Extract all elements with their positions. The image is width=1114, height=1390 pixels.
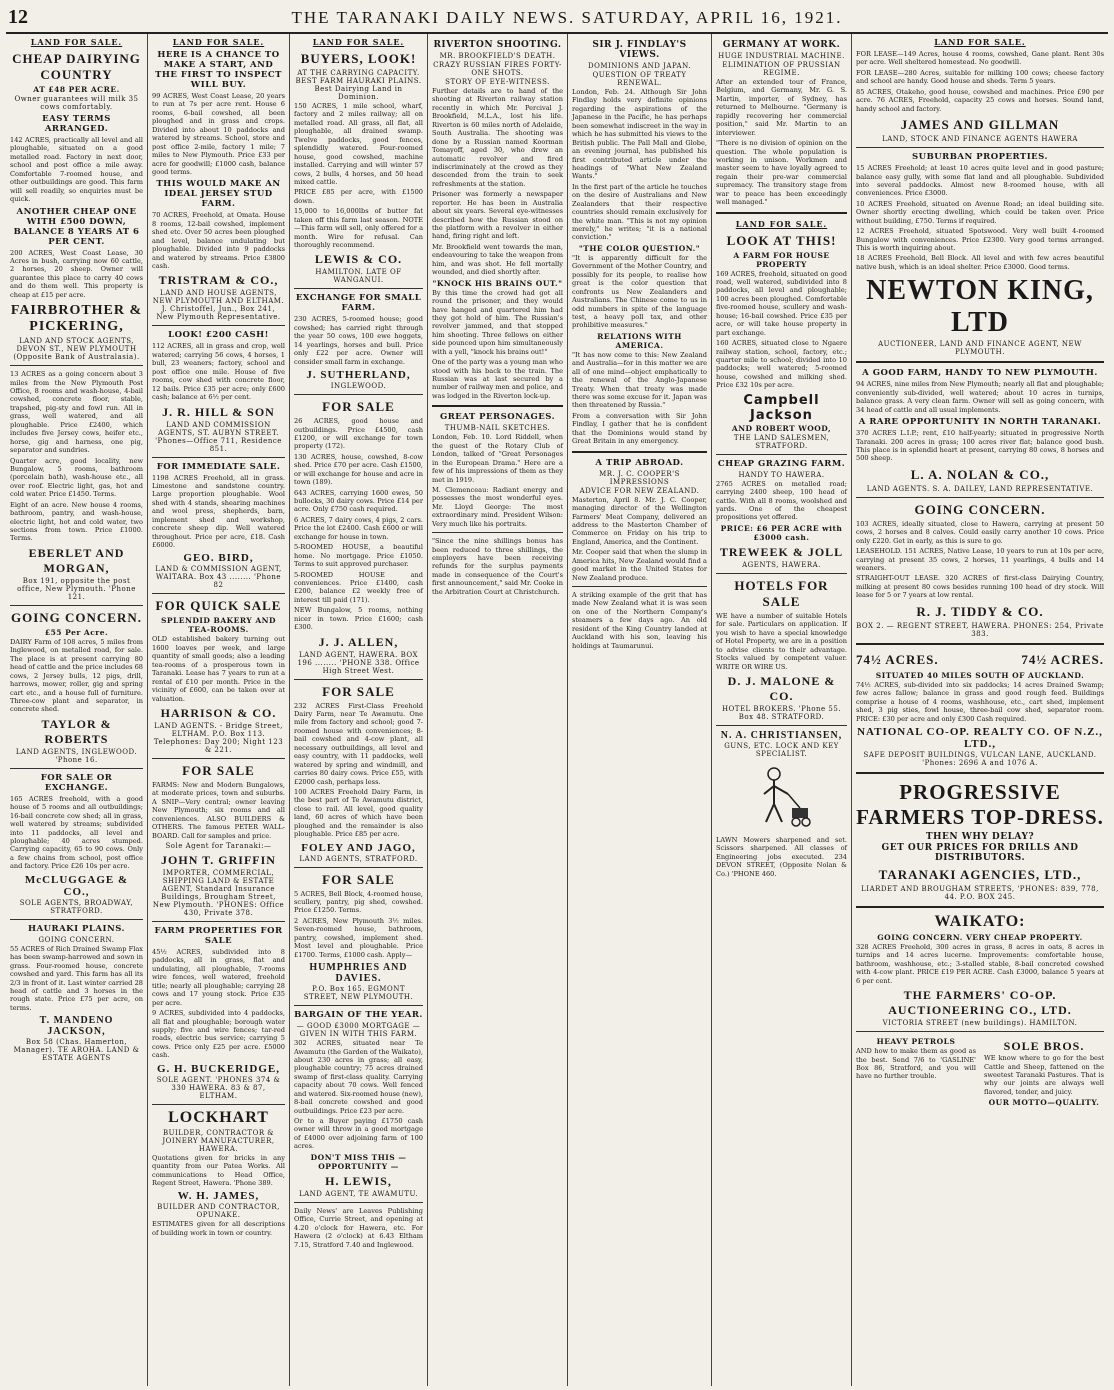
article-headline: GREAT PERSONAGES.: [439, 412, 556, 423]
listing: 150 ACRES, 1 mile school, wharf, factory and 2 miles railway; all on metalled road. All grass, all flat, all ploughable, all drained swamp. Twelve paddocks, good fences, splendidly watered. Four-roomed house, good cowshed, machine installed. Carrying and will winter 57 cows, 2 bulls, 4 horses, and 50 head mixed cattle.: [294, 102, 423, 186]
article-subheading: MR. BROOKFIELD'S DEATH.: [439, 52, 556, 60]
agent-name: HARRISON & CO.: [160, 705, 277, 720]
article-paragraph: M. Clemenceau: Radiant energy and possesses the most wonderful eyes. Mr. Lloyd George: The most extraordinary mind. President Wilson: Very much like his portraits.: [432, 485, 563, 528]
listing: OLD established bakery turning out 1600 loaves per week, and large quantity of small goods; also a leading tea-rooms of a prosperous town in Taranaki. Lease has 7 years to run at a rental of £10 per month. Price in the vicinity of £600, can be taken over at valuation.: [152, 635, 285, 703]
agent-address: LAND & COMMISSION AGENT, WAITARA. Box 43 ........ 'Phone 82: [155, 565, 282, 590]
agent-address: LAND AGENTS, INGLEWOOD. 'Phone 16.: [15, 747, 138, 764]
agent-name: J. SUTHERLAND,: [306, 369, 411, 382]
listing: 643 ACRES, carrying 1600 ewes, 50 bullocks, 30 dairy cows. Price £14 per acre. Only £750 cash required.: [294, 488, 423, 514]
divider: [856, 497, 1104, 498]
article-paragraph: Mr. Brookfield went towards the man, endeavouring to take the weapon from him, and was shot. He fell mortally wounded, and died shortly after.: [432, 242, 563, 277]
article-subheading: MR. J. C. COOPER'S IMPRESSIONS: [599, 469, 680, 486]
ad-subheading: GET OUR PRICES FOR DRILLS AND DISTRIBUTORS.: [881, 842, 1079, 863]
listing: 99 ACRES, West Coast Lease, 20 years to run at 7s per acre rent. House 6 rooms, 6-bail cowshed, all been ploughed and in grass and crops. Divided into about 10 paddocks and watered by streams. School, store and post office 2-mile, factory 1 mile; 7 miles to New Plymouth. Price £33 per acre for goodwill; £1000 cash, balance good terms.: [152, 92, 285, 176]
divider: [856, 772, 1104, 774]
agent-name: TAYLOR & ROBERTS: [41, 716, 112, 746]
agent-address: LAND AND HOUSE AGENTS, NEW PLYMOUTH AND ELTHAM. J. Christoffel, Jun., Box 241, New Plymouth Representative.: [152, 289, 285, 322]
divider: [294, 288, 423, 289]
column-6: [712, 34, 852, 1386]
ad-heading: FOR SALE: [322, 683, 395, 699]
article-paragraph: By this time the crowd had got all round the prisoner, and they would have hanged and quartered him had they got hold of him. The Russian's revolver jammed, and that stopped him shooting. Three fellows on either side pounced upon him simultaneously with a yell, "knock his brains out!": [432, 288, 563, 356]
article-subheading: DOMINIONS AND JAPAN.: [588, 62, 691, 70]
ad-subheading: GOING CONCERN.: [38, 935, 115, 944]
ad-subheading: AT £48 PER ACRE.: [33, 85, 120, 94]
divider: [856, 643, 1104, 645]
agent-name: HUMPHRIES AND DAVIES.: [309, 962, 408, 985]
divider: [294, 394, 423, 395]
listing: 18 ACRES Freehold, Bell Block. All level and with few acres beautiful native bush, which is an ideal shelter. Price £3000. Good terms.: [856, 254, 1104, 271]
agent-name: J. R. HILL & SON: [162, 404, 275, 419]
agent-address: BOX 2. — REGENT STREET, HAWERA. PHONES: 254, Private 383.: [856, 621, 1104, 638]
firm-description: GUNS, ETC. LOCK AND KEY SPECIALIST.: [724, 741, 839, 758]
ad-subheading: FOR IMMEDIATE SALE.: [156, 461, 281, 472]
agent-address: P.O. Box 165. EGMONT STREET, NEW PLYMOUTH.: [303, 985, 414, 1002]
agent-name: JOHN T. GRIFFIN: [161, 853, 276, 867]
article-subheading: "THE COLOR QUESTION.": [578, 243, 701, 253]
listing: 94 ACRES, nine miles from New Plymouth; nearly all flat and ploughable; conveniently sub-divided, well watered; about 10 acres in turnips, balance grass. A very clean farm. Owner will sell as going concern, with 34 head of cattle and all usual implements.: [856, 380, 1104, 414]
article-paragraph: After an extended tour of France, Belgium, and Germany, Mr. G. S. Martin, importer, of Sydney, has returned to Melbourne. "Germany is rapidly recovering her commercial position," said Mr. Martin to an interviewer.: [716, 78, 847, 137]
listing: Or to a Buyer paying £1750 cash owner will throw in a good mortgage of £4000 over adjoining farm of 100 acres.: [294, 1117, 423, 1151]
firm-address: HOTEL BROKERS. 'Phone 55. Box 48. STRATFORD.: [721, 704, 842, 721]
agent-address: LAND AND COMMISSION AGENTS, ST. AUBYN STREET. 'Phones—Office 711, Residence 851.: [155, 420, 282, 453]
agent-address: IMPORTER, COMMERCIAL, SHIPPING LAND & ESTATE AGENT, Standard Insurance Buildings, Brougham Street, New Plymouth. 'PHONES: Office 430, Private 378.: [152, 869, 285, 917]
divider: [432, 405, 563, 407]
agent-address: Box 58 (Chas. Hamerton, Manager). TE AROHA. LAND & ESTATE AGENTS: [13, 1038, 140, 1063]
firm-name: TARANAKI AGENCIES, LTD.,: [878, 866, 1082, 882]
article-paragraph: Masterton, April 8. Mr. J. C. Cooper, managing director of the Wellington Farmers' Meat Company, delivered an address to the Masterton Chamber of Commerce on Friday on his trip to England, America, and the Continent.: [572, 495, 707, 546]
listing: FOR LEASE—149 Acres, house 4 rooms, cowshed, Gane plant. Rent 30s per acre. Well sheltered homestead. No goodwill.: [856, 50, 1104, 67]
ad-heading: BUYERS, LOOK!: [300, 51, 417, 66]
column-1: [6, 34, 148, 1386]
agent-address: LAND AGENT, TE AWAMUTU.: [298, 1189, 419, 1198]
listing: 5-ROOMED HOUSE, a beautiful home. No mortgage. Price £1050. Terms to suit approved purchaser.: [294, 543, 423, 569]
firm-name: THE FARMERS' CO-OP. AUCTIONEERING CO., LTD.: [888, 988, 1072, 1018]
acre-heading-row: [856, 650, 1104, 670]
ad-subheading: LOOK! £200 CASH!: [168, 330, 269, 341]
agent-address: LAND, STOCK AND FINANCE AGENTS HAWERA: [882, 135, 1078, 144]
ad-heading: GOING CONCERN.: [10, 609, 142, 625]
agent-address: INGLEWOOD.: [330, 382, 387, 391]
article-subheading: CRAZY RUSSIAN FIRES FORTY-ONE SHOTS.: [433, 61, 562, 77]
ad-subheading: HAURAKI PLAINS.: [27, 923, 126, 934]
agent-address: LAND AND STOCK AGENTS, DEVON ST., NEW PLYMOUTH (Opposite Bank of Australasia).: [13, 337, 140, 362]
divider: [10, 365, 143, 366]
listing: 2 ACRES, New Plymouth 3½ miles. Seven-roomed house, bathroom, pantry, cowshed, implement shed. Most level and ploughable. Price £1700. Terms, £1000 cash. Apply—: [294, 916, 423, 959]
ad-text: WE have a number of suitable Hotels for sale. Particulars on application. If you wish to have a special knowledge of Hotel Property, we are in a position to advise clients to their advantage. Stocks valued by competent valuer. WRITE OR WIRE US.: [716, 611, 847, 671]
listing: 26 ACRES, good house and outbuildings. Price £4500, cash £1200, or will exchange for town property (172).: [294, 417, 423, 451]
listing: 100 ACRES Freehold Dairy Farm, in the best part of Te Awamutu district, close to rail. All level, good quality land, 60 acres of which have been ploughed and the remainder is also ploughable. Price £85 per acre.: [294, 787, 423, 839]
ad-subheading: FOR SALE OR EXCHANGE.: [40, 772, 113, 793]
agent-name: GEO. BIRD,: [183, 552, 254, 565]
firm-motto: OUR MOTTO—QUALITY.: [988, 1098, 1100, 1108]
article-headline: GERMANY AT WORK.: [722, 40, 841, 50]
listing: STRAIGHT-OUT LEASE. 320 ACRES of first-class Dairying Country, milking at present 80 cows besides running 100 head of dry stock. Will lease for 5 or 7 years at low rental.: [856, 574, 1104, 600]
divider: [716, 212, 847, 214]
listing: Quarter acre, good locality, new Bungalow, 5 rooms, bathroom (porcelain bath), wash-house etc., all over roof. Electric light, gas, hot and cold water. Price £1450. Terms.: [10, 456, 143, 499]
article-paragraph: "It is apparently difficult for the Government of the Mother Country, and possibly for its people, to realise how great is the color question that confronts us New Zealanders and Australians. The Chinese come to us in odd numbers in spite of the language test, a heavy poll tax, and other prohibitive measures.": [572, 253, 707, 330]
listing: 302 ACRES, situated near Te Awamutu (the Garden of the Waikato), about 230 acres in grass; all easy, ploughable country; 75 acres drained swamp of first-class quality. Carrying capacity about 70 cows. Well fenced and watered. Six-roomed house (new), 8-bail concrete cowshed and good outbuildings. Price £23 per acre.: [294, 1039, 423, 1115]
lawn-mower-man-illustration: [752, 764, 812, 834]
article-subheading: THUMB-NAIL SKETCHES.: [444, 424, 551, 433]
firm-description: BUILDER AND CONTRACTOR, OPUNAKE.: [157, 1203, 280, 1220]
firm-name: W. H. JAMES,: [177, 1190, 260, 1203]
ad-subheading: HEAVY PETROLS: [876, 1037, 956, 1047]
article-paragraph: A striking example of the grit that has made New Zealand what it is was seen on one of the Northern Company's steamers a few days ago. An old resident of the King Country landed at Auckland with his son, leaving his holdings at Taumarunui.: [572, 591, 707, 650]
agent-address: LAND AGENTS. - Bridge Street, ELTHAM. P.O. Box 113. Telephones: Day 200; Night 123 & 221.: [153, 721, 284, 754]
listing: 230 ACRES, 5-roomed house; good cowshed; has carried right through the year 50 cows, 100 ewe hoggets, 14 yearlings, horses and bull. Price only £22 per acre. Owner will consider small farm in exchange.: [294, 315, 423, 366]
ad-subheading: HERE IS A CHANCE TO MAKE A START, AND THE FIRST TO INSPECT WILL BUY.: [155, 50, 282, 90]
divider: [856, 906, 1104, 908]
ad-heading: 74½ ACRES.: [856, 651, 939, 667]
listing: 5-ROOMED HOUSE and conveniences. Price £1400, cash £200, balance £2 weekly free of interest till paid (171).: [294, 570, 423, 604]
paper-title-date: THE TARANAKI DAILY NEWS. SATURDAY, APRIL 16, 1921.: [291, 8, 843, 27]
listing: DAIRY Farm of 108 acres, 5 miles from Inglewood, on metalled road, for sale. The place is at present carrying 80 head of cattle and the price includes 68 cows, 2 Jersey bulls, 12 pigs, drill, harrows, mower, roller, gig and spring cart etc., and a house full of furniture. Three-cow plant and separator, in concrete shed.: [10, 637, 143, 714]
ad-subheading: THEN WHY DELAY?: [925, 831, 1035, 842]
divider: [10, 768, 143, 769]
article-paragraph: Prisoner was formerly a newspaper reporter. He has been in Australia about six years. Several eye-witnesses described how the Russian stood on the platform with a revolver in either hand, firing right and left.: [432, 190, 563, 241]
ad-subheading: A RARE OPPORTUNITY IN NORTH TARANAKI.: [858, 417, 1102, 428]
listing: 112 ACRES, all in grass and crop, well watered; carrying 56 cows, 4 horses, 1 bull, 23 weaners; factory, school and post office one mile. House of five rooms, cow shed with concrete floor, 12 bails. Price £35 per acre; only £600 cash; balance at 6½ per cent.: [152, 342, 285, 402]
ad-heading: FOR SALE: [182, 762, 255, 778]
agent-address: LAND AGENTS, STRATFORD.: [299, 854, 418, 863]
ad-subheading: FARM PROPERTIES FOR SALE: [154, 926, 283, 946]
agent-name: AND ROBERT WOOD,: [731, 423, 832, 433]
agent-name: McCLUGGAGE & CO.,: [24, 873, 129, 898]
ad-text: LAWN Mowers sharpened and set. Scissors sharpened. All classes of Engineering jobs executed. 234 DEVON STREET, (Opposite Nolan & Co.) 'PHONE 460.: [716, 835, 847, 878]
divider: [10, 919, 143, 920]
firm-description: BUILDER, CONTRACTOR & JOINERY MANUFACTURER, HAWERA.: [162, 1128, 275, 1153]
listing: 232 ACRES First-Class Freehold Dairy Farm, near Te Awamutu. One mile from factory and school; good 7-roomed house with conveniences; 8-bail cowshed and 4-cow plant, all necessary outbuildings, all level and easy country, with 11 paddocks, well watered by spring and windmill, and carries 80 dairy cows. Price £55, with £2000 cash, perhaps less.: [294, 701, 423, 786]
listing: 142 ACRES, practically all level and all ploughable, situated on a good metalled road. Factory in next door, school and post office a mile away. Comfortable 7-roomed house, and other outbuildings are good. This farm will sell readily, so enquiries must be quick.: [10, 136, 143, 204]
column-4: [428, 34, 568, 1386]
agent-name: TRISTRAM & CO.,: [158, 273, 279, 288]
ad-heading: FOR QUICK SALE: [155, 598, 282, 614]
listing: 13 ACRES as a going concern about 3 miles from the New Plymouth Post Office, 8 rooms and wash-house, 4-bail cowshed, concrete floor, stable, trapshed, pig-sty and fowl run. All in grass, well watered, and all ploughable. Price £2400, which includes five Jersey cows, heifer etc., horse, gig and harness, one pig, separator and sundries.: [10, 370, 143, 455]
article-subheading: HUGE INDUSTRIAL MACHINE.: [718, 52, 845, 60]
ad-heading: GOING CONCERN.: [914, 501, 1046, 517]
column-header: LAND FOR SALE.: [172, 37, 265, 47]
article-paragraph: Mr. Cooper said that when the slump in America hits, New Zealand would find a good market in the United States for New Zealand produce.: [572, 548, 707, 582]
ad-subheading: THIS WOULD MAKE AN IDEAL JERSEY STUD FARM.: [156, 179, 281, 210]
listing: 15 ACRES Freehold; at least 10 acres quite level and in good pasture; balance easy gully, with some flat land and all ploughable. Subdivided into several paddocks. Almost new 8-roomed house, with all conveniences. Price £3000.: [856, 164, 1104, 198]
ad-subheading: AT THE CARRYING CAPACITY. BEST FARM HAURAKI PLAINS. Best Dairying Land in Dominion.: [295, 69, 422, 101]
listing: 165 ACRES freehold, with a good house of 5 rooms and all outbuildings; 16-bail concrete cow shed; all in grass, well watered by streams; subdivided into 11 paddocks, all level and ploughable; 40 acres stumped. Carrying capacity, 65 to 90 cows. Only a few chains from school, post office and factory. Price £26 10s per acre.: [10, 794, 143, 871]
page-number: 12: [8, 6, 28, 28]
divider: [572, 586, 707, 587]
divider: [152, 325, 285, 326]
agent-name: NATIONAL CO-OP. REALTY CO. OF N.Z., LTD.,: [857, 725, 1103, 750]
listing: 9 ACRES, subdivided into 4 paddocks, all flat and ploughable; borough water supply; five and wire fences; tar-red roads, electric bus service; carrying 5 cows. Price only £25 per acre. £5000 cash.: [152, 1009, 285, 1060]
divider: [152, 1104, 285, 1105]
firm-name: SOLE BROS.: [1003, 1039, 1085, 1054]
article-paragraph: From a conversation with Sir John Findlay, I gather that he is confident that the Dominions would stand by Great Britain in any emergency.: [572, 411, 707, 446]
column-2: [148, 34, 290, 1386]
article-paragraph: "There is no division of opinion on the question. The whole population is working in unison. Workmen and master seem to have loyally agreed to regain their pre-war commercial supremacy. The transitory stage from war to peace has been exceedingly well managed.": [716, 139, 847, 207]
ad-subheading: SPLENDID BAKERY AND TEA-ROOMS.: [160, 616, 277, 635]
article-headline: SIR J. FINDLAY'S VIEWS.: [592, 40, 687, 60]
article-subheading: RELATIONS WITH AMERICA.: [597, 331, 682, 350]
divider: [716, 573, 847, 574]
ad-subheading: CHEAP GRAZING FARM.: [717, 458, 846, 469]
listing: 328 ACRES Freehold, 300 acres in grass, 8 acres in oats, 8 acres in turnips and 14 acres lucerne. Improvements: comfortable house, bathroom, washhouse, etc.; 3-stalled stable, 8-bail concreted cowshed with 4-cow plant. PRICE £19 PER ACRE. Cash £3000, balance 5 years at 6 per cent.: [856, 942, 1104, 985]
ad-text: Sole Agent for Taranaki:—: [165, 842, 272, 850]
ad-subheading: HANDY TO HAWERA.: [738, 470, 825, 479]
column-header: LAND FOR SALE.: [934, 37, 1026, 47]
divider: [152, 593, 285, 594]
listing: LEASEHOLD. 151 ACRES, Native Lease, 10 years to run at 10s per acre, carrying at present 35 cows, 2 horses, 11 yearlings, 4 bulls and 14 weaners.: [856, 547, 1104, 572]
agent-name: L. A. NOLAN & CO.,: [910, 466, 1050, 482]
ad-heading: FOR SALE: [322, 399, 395, 415]
listing: FARMS: New and Modern Bungalows, at moderate prices, town and suburbs. A SNIP—Very central; owner leaving New Plymouth; six rooms and all conveniences. ALSO BUILDERS & OTHERS. The famous PETER WALL-BOARD. Call for samples and price.: [152, 780, 285, 840]
agent-name: H. LEWIS,: [325, 1173, 392, 1188]
agent-name: FOLEY AND JAGO,: [301, 841, 416, 854]
agent-name: Campbell Jackson: [743, 392, 820, 423]
agent-address: AUCTIONEER, LAND AND FINANCE AGENT, NEW PLYMOUTH.: [878, 340, 1082, 357]
listing: 103 ACRES, ideally situated, close to Hawera, carrying at present 50 cows, 2 horses and 8 calves. Could easily carry another 10 cows. Price only £220. Get in early, as this is sure to go.: [856, 519, 1104, 545]
listing: 12 ACRES Freehold, situated Spotswood. Very well built 4-roomed Bungalow with conveniences. Price £2300. Very good terms arranged. This is worth inquiring about.: [856, 227, 1104, 252]
ad-subheading: DON'T MISS THIS — OPPORTUNITY —: [310, 1152, 407, 1171]
article-paragraph: "Since the nine shillings bonus has been reduced to three shillings, the employers have been receiving refunds for the surplus payments made in consequence of the Court's first announcement," said Mr. Cooke in the Arbitration Court at Christchurch.: [432, 537, 563, 596]
listing-price: PRICE £85 per acre, with £1500 down.: [294, 188, 423, 205]
column-header: LAND FOR SALE.: [735, 218, 828, 229]
firm-name: LOCKHART: [168, 1108, 269, 1126]
firm-address: VICTORIA STREET (new buildings). HAMILTON.: [882, 1019, 1078, 1028]
divider: [856, 361, 1104, 363]
divider: [294, 867, 423, 868]
divider: [294, 1202, 423, 1203]
divider: [294, 1005, 423, 1006]
ad-text: AND how to make them as good as the best. Send 7/6 to 'GASLINE' Box 86, Stratford, and you will have no further trouble.: [856, 1047, 976, 1081]
ad-heading: LOOK AT THIS!: [726, 232, 837, 248]
agent-name: T. MANDENO JACKSON,: [39, 1015, 114, 1038]
divider: [152, 758, 285, 759]
article-paragraph: London, Feb. 24. Although Sir John Findlay holds very definite opinions regarding the aspirations of the Japanese in the Pacific, he has perhaps been somewhat indiscreet in the way in which he has submitted his views to the British public. The Pall Mall and Globe, an evening journal, has published his first contributed article under the headings of "What New Zealand Wants.": [572, 88, 707, 181]
ad-subheading: SITUATED 40 MILES SOUTH OF AUCKLAND.: [875, 670, 1085, 680]
agent-address: HAMILTON. LATE OF WANGANUI.: [315, 268, 402, 285]
article-paragraph: London, Feb. 10. Lord Riddell, when the guest of the Rotary Club of London, talked of "Great Personages in the European Drama." Here are a few of his impressions of them as they met in 1919.: [432, 433, 563, 484]
sole-bros-ad: [984, 1036, 1104, 1108]
ad-subheading: EXCHANGE FOR SMALL FARM.: [295, 293, 422, 314]
listing: 6 ACRES, 7 dairy cows, 4 pigs, 2 cars. Price the lot £2400. Cash £600 or will exchange for house in town.: [294, 515, 423, 541]
divider: [856, 147, 1104, 148]
divider: [294, 679, 423, 680]
agent-address: LAND AGENTS. S. A. DAILEY, LAND REPRESENTATIVE.: [866, 484, 1094, 493]
listing-price: PRICE: £6 PER ACRE with £3000 cash.: [720, 523, 843, 542]
agent-name: J. J. ALLEN,: [318, 634, 399, 649]
listing: 15,000 to 16,000lbs of butter fat taken off this farm last season. NOTE—This farm will sell, only offered for a month. Wire for refusal. Can thoroughly recommend.: [294, 207, 423, 249]
article-paragraph: "It has now come to this: New Zealand and Australia—for in this matter we are all of one mind—object emphatically to the renewal of the Anglo-Japanese Treaty. When that treaty was made there was some excuse for it. Japan was then threatened by Russia.": [572, 350, 707, 410]
agent-name: R. J. TIDDY & CO.: [916, 603, 1044, 619]
listing: 130 ACRES, house, cowshed, 8-cow shed. Price £70 per acre. Cash £1500, or will exchange for house and acre in town (189).: [294, 452, 423, 487]
divider: [152, 921, 285, 922]
firm-name: D. J. MALONE & CO.: [727, 673, 836, 703]
listing: 200 ACRES, West Coast Lease, 30 Acres in bush, carrying now 60 cattle, 2 horses, 20 sheep. Owner will guarantee this place to carry 40 cows and do them well. This property is cheap at £15 per acre.: [10, 248, 143, 299]
ad-text: ESTIMATES given for all descriptions of building work in town or country.: [152, 1220, 285, 1237]
article-paragraph: Further details are to hand of the shooting at Riverton railway station recently in which Mr. Percival J. Brookfield, M.L.A., lost his life. Riverton is 60 miles north of Adelaide, South Australia. The shooting was done by a Russian named Koorman Tomayoff, aged 30, who drew an automatic revolver and fired indiscriminately at the crowd as they descended from the train to seek refreshments at the station.: [432, 87, 563, 188]
ad-subheading: A FARM FOR HOUSE PROPERTY: [733, 250, 830, 269]
listing: FOR LEASE—280 Acres, suitable for milking 100 cows; cheese factory and school are handy. Good house and sheds. Term 5 years.: [856, 68, 1104, 86]
article-subheading: STORY OF EYE-WITNESS.: [445, 78, 550, 86]
article-headline: A TRIP ABROAD.: [595, 457, 684, 468]
ad-subheading: ANOTHER CHEAP ONE WITH £500 DOWN, BALANCE 8 YEARS AT 6 PER CENT.: [13, 206, 140, 247]
ad-subheading: A GOOD FARM, HANDY TO NEW PLYMOUTH.: [862, 368, 1098, 379]
firm-address: LIARDET AND BROUGHAM STREETS, 'PHONES: 839, 778, 44. P.O. BOX 245.: [861, 884, 1099, 901]
newton-king-brand: NEWTON KING, LTD: [866, 275, 1094, 339]
listing: 370 ACRES L.I.P.; rent, £10 half-yearly; situated in progressive North Taranaki. 200 acres in grass; 100 acres river flat; balance good bush. This place is in splendid heart at present, carrying 80 cows, 8 horses and 500 sheep.: [856, 429, 1104, 463]
ad-subheading: EASY TERMS ARRANGED.: [42, 114, 111, 134]
notice-text: Daily News' are Leaves Publishing Office, Currie Street, and opening at 4.20 o'clock for Hawera, etc. For Hawera (2 o'clock) at 6.43 Eltham 7.15, Stratford 7.40 and Inglewood.: [294, 1206, 423, 1249]
agent-address: SAFE DEPOSIT BUILDINGS, VULCAN LANE, AUCKLAND. 'Phones: 2696 A and 1076 A.: [863, 750, 1097, 767]
column-header: LAND FOR SALE.: [312, 37, 405, 47]
listing: 45½ ACRES, subdivided into 8 paddocks, all in grass, flat and undulating, all ploughable, 7-rooms wire fences, well watered, freehold title; nearly all ploughable; carrying 28 cows and 17 young stock. Price £35 per acre.: [152, 948, 285, 1007]
agent-name: FAIRBROTHER & PICKERING,: [10, 303, 143, 335]
listing: 85 ACRES, Otakeho, good house, cowshed and machines. Price £90 per acre. 76 ACRES, Freehold, capacity 25 cows and horses. Sound land, handy school and factory.: [856, 87, 1104, 113]
masthead: [6, 4, 1108, 34]
divider: [572, 451, 707, 453]
ad-text: Quotations given for bricks in any quantity from our Patea Works. All communications to Head Office, Regent Street, Hawera. 'Phone 389.: [152, 1153, 285, 1187]
agent-address: THE LAND SALESMEN, STRATFORD.: [733, 433, 830, 450]
divider: [152, 457, 285, 458]
petrol-ad: [856, 1036, 976, 1108]
divider: [856, 1031, 1104, 1032]
agent-name: EBERLET AND MORGAN,: [28, 545, 125, 575]
agent-name: JAMES AND GILLMAN: [900, 117, 1060, 133]
ad-heading: WAIKATO:: [934, 912, 1026, 930]
divider: [716, 454, 847, 455]
divider: [432, 532, 563, 533]
article-subheading: ELIMINATION OF PRUSSIAN REGIME.: [722, 61, 841, 77]
column-5: [568, 34, 712, 1386]
column-header: LAND FOR SALE.: [30, 37, 123, 47]
divider: [716, 725, 847, 726]
listing: NEW Bungalow, 5 rooms, nothing nicer in town. Price £1600; cash £300.: [294, 606, 423, 632]
ad-heading: FOR SALE: [322, 871, 395, 887]
ad-subheading: — GOOD £3000 MORTGAGE — GIVEN IN WITH THIS FARM.: [296, 1022, 421, 1039]
article-headline: RIVERTON SHOOTING.: [433, 40, 562, 50]
agent-address: Box 191, opposite the post office, New Plymouth. 'Phone 121.: [17, 576, 136, 601]
agent-name: G. H. BUCKERIDGE,: [156, 1062, 281, 1075]
agent-name: LEWIS & CO.: [314, 252, 403, 267]
agent-address: SOLE AGENTS, BROADWAY, STRATFORD.: [19, 898, 134, 915]
ad-subheading: £55 Per Acre.: [44, 627, 109, 637]
listing: 169 ACRES, freehold, situated on good road, well watered, subdivided into 8 paddocks, all level and ploughable; 100 acres been ploughed. Comfortable five-roomed house, scullery and wash-house; 16-bail cowshed. Price £35 per acre, or will take house property in part exchange.: [716, 269, 847, 337]
columns: [6, 34, 1108, 1386]
divider: [10, 605, 143, 606]
ad-subheading: GOING CONCERN. VERY CHEAP PROPERTY.: [877, 932, 1083, 942]
listing: 55 ACRES of Rich Drained Swamp Flax has been swamp-harrowed and sown in grass. Four-roomed house, concrete cowshed and yard. This farm has all its 2/3 in front of it. Last winter carried 28 head of cattle and 3 horses in the rough state. Price £75 per acre, on terms.: [10, 944, 143, 1012]
listing: 70 ACRES, Freehold, at Omata. House 8 rooms, 12-bail cowshed, implement shed etc. Over 50 acres been ploughed and level, balance undulating but ploughable. Divided into 9 paddocks and watered by streams. Price £3800 cash.: [152, 211, 285, 270]
firm-name: N. A. CHRISTIANSEN,: [720, 729, 843, 741]
listing: 1198 ACRES Freehold, all in grass. Limestone and sandstone country. Large proportion ploughable. Wool shed with 4 stands, shearing machines and wool press, shepherds, barn, implement shed and workshop, concrete sheep dip. Well watered throughout. Price per acre, £18. Cash £6000.: [152, 473, 285, 549]
ad-heading: CHEAP DAIRYING COUNTRY: [12, 51, 141, 82]
bottom-ads-row: [856, 1036, 1104, 1108]
ad-subheading: BARGAIN OF THE YEAR.: [294, 1010, 423, 1021]
listing: 74½ ACRES, sub-divided into six paddocks; 14 acres Drained Swamp; few acres fallow; balance in grass and good rough feed. Buildings comprise a house of 4 rooms, washhouse, etc., cart shed, implement shed, 3 pig sties, fowl house, three-bail cow shed, separator room. PRICE: £30 per acre and only £300 Cash required.: [856, 680, 1104, 723]
agent-address: LAND AGENT, HAWERA. BOX 196 ........ 'PHONE 338. Office High Street West.: [297, 650, 420, 675]
article-paragraph: One of the party was a young man who stood with his back to the train. The Russian was at last secured by a number of railway men and police, and was lodged in the Riverton lock-up.: [432, 358, 563, 400]
listing: 2765 ACRES on metalled road; carrying 2400 sheep, 100 head of cattle. With all 8 rooms, woolshed and yards. One of the cheapest propositions yet offered.: [716, 479, 847, 522]
ad-heading: 74½ ACRES.: [1021, 651, 1104, 667]
column-3: [290, 34, 428, 1386]
article-subheading: "KNOCK HIS BRAINS OUT.": [432, 278, 563, 288]
ad-text: WE know where to go for the best Cattle and Sheep, fattened on the sweetest Taranaki Pastures. That is why our joints are always well flavored, tender, and juicy.: [984, 1054, 1104, 1096]
agent-name: TREWEEK & JOLL: [719, 544, 844, 559]
article-subheading: ADVICE FOR NEW ZEALAND.: [579, 486, 700, 495]
listing: 10 ACRES Freehold, situated on Avenue Road; an ideal building site. Owner shortly erecting dwelling, which could be taken over. Price without building, £750. Terms if required.: [856, 199, 1104, 225]
column-7: [852, 34, 1108, 1386]
listing: 160 ACRES, situated close to Ngaere railway station, school, factory, etc.; quarter mile to school; divided into 10 paddocks; well watered; 5-roomed house, cowshed and milking shed. Price £32 10s per acre.: [716, 339, 847, 390]
listing: 5 ACRES, Bell Block, 4-roomed house, scullery, pantry, pig shed, cowshed. Price £1250. Terms.: [294, 889, 423, 915]
ad-heading: HOTELS FOR SALE: [734, 577, 829, 609]
article-subheading: QUESTION OF TREATY RENEWAL.: [592, 71, 687, 87]
article-paragraph: In the first part of the article he touches on the desire of Australians and New Zealanders that their respective countries should remain exclusively for the white man. "This is not my opinion merely," he writes; "it is a national conviction.": [572, 182, 707, 242]
agent-address: AGENTS, HAWERA.: [742, 560, 821, 569]
ad-text: Owner guarantees will milk 35 cows comfortably.: [14, 95, 139, 111]
ad-heading: PROGRESSIVE FARMERS TOP-DRESS.: [856, 779, 1104, 829]
listing: Eight of an acre. New house 4 rooms, bathroom, pantry, and wash-house, electric light, hot and cold water, two sections from town. Price £1000. Terms.: [10, 500, 143, 543]
ad-subheading: SUBURBAN PROPERTIES.: [912, 152, 1048, 163]
agent-address: SOLE AGENT. 'PHONES 374 & 330 HAWERA. 83 & 87, ELTHAM.: [156, 1075, 281, 1100]
